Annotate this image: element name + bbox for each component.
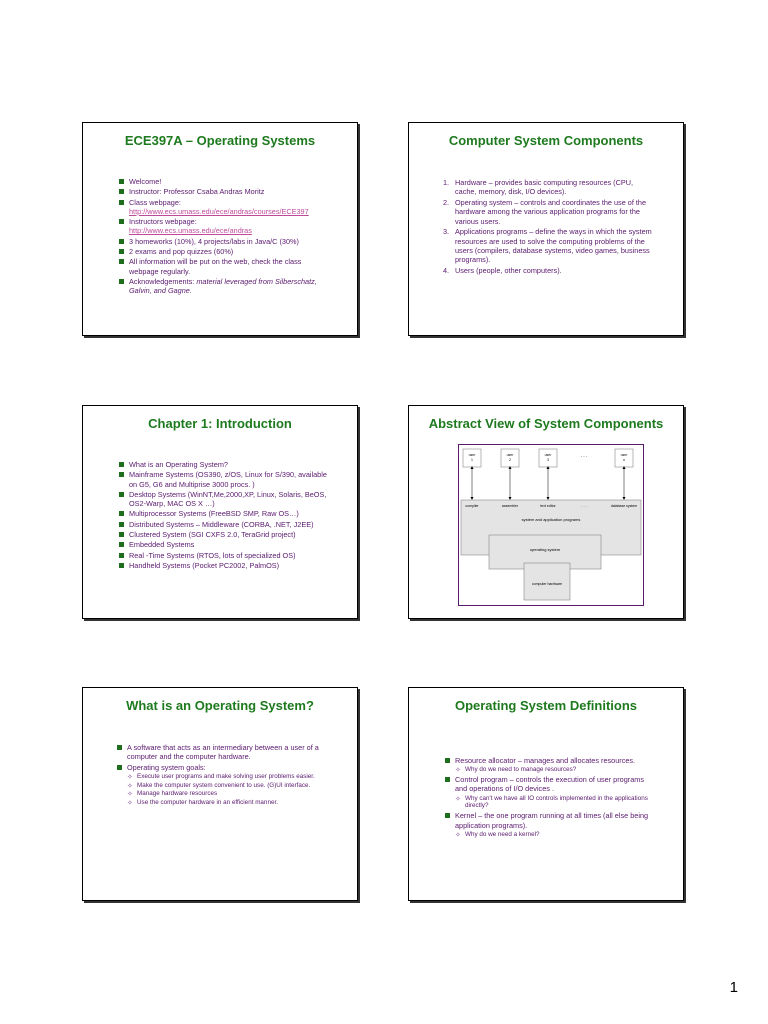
list-item: Handheld Systems (Pocket PC2002, PalmOS) — [119, 561, 329, 570]
list-item: What is an Operating System? — [119, 460, 329, 469]
list-item: Operating system goals: — [117, 763, 327, 772]
list-item: 3 homeworks (10%), 4 projects/labs in Java/C (30%) — [119, 237, 319, 246]
user-ellipsis: . . . — [580, 453, 588, 459]
sub-list-item: ✧ Why do we need to manage resources? — [455, 766, 577, 775]
sub-bullet-icon: ✧ — [127, 782, 133, 790]
bullet-icon — [119, 532, 124, 537]
sub-list-item: ✧ Execute user programs and make solving user problems easier. — [127, 772, 315, 781]
list-item: 3. Applications programs – define the ways in which the system resources are used to solve the computing problems of the users (compilers, database systems, video games, business programs). — [443, 227, 652, 265]
bullet-icon — [119, 279, 124, 284]
list-item: Welcome! — [119, 177, 319, 186]
sub-bullet-icon: ✧ — [455, 831, 461, 839]
bullet-icon — [445, 758, 450, 763]
sub-list-item: ✧ Why can't we have all IO controls implemented in the applications directly? — [455, 794, 648, 810]
list-item: Instructor: Professor Csaba Andras Moritz — [119, 187, 319, 196]
sub-bullet-icon: ✧ — [127, 791, 133, 799]
slide-title: Computer System Components — [448, 133, 644, 148]
slide-4 — [408, 405, 684, 619]
user-label-1-line2: 1 — [471, 458, 473, 462]
bullet-list — [445, 756, 655, 840]
program-compiler: compiler — [465, 504, 479, 508]
programs-layer-label: system and application programs — [521, 517, 581, 522]
list-item: Distributed Systems – Middleware (CORBA, .NET, J2EE) — [119, 520, 329, 529]
slide-6 — [408, 687, 684, 901]
program-assembler: assembler — [501, 504, 519, 508]
slide-1 — [82, 122, 358, 336]
bullet-icon — [119, 462, 124, 467]
list-item: 4. Users (people, other computers). — [443, 266, 562, 276]
list-item: Mainframe Systems (OS390, z/OS, Linux for S/390, available on G5, G6 and Multiprise 3000 procs. ) — [119, 470, 329, 489]
bullet-icon — [119, 511, 124, 516]
list-item: A software that acts as an intermediary between a user of a computer and the computer hardware. — [117, 743, 327, 762]
bullet-icon — [119, 492, 124, 497]
slide-title: Chapter 1: Introduction — [148, 416, 292, 431]
list-item: 1. Hardware – provides basic computing resources (CPU, cache, memory, disk, I/O devices). — [443, 178, 634, 197]
slide-title: Abstract View of System Components — [428, 416, 664, 431]
slide-3 — [82, 405, 358, 619]
os-layer-label: operating system — [529, 547, 561, 552]
program-text-editor: text editor — [540, 504, 556, 508]
list-item: Instructors webpage: http://www.ecs.umass.edu/ece/andras — [119, 217, 319, 236]
bullet-icon — [119, 259, 124, 264]
sub-list-item: ✧ Why do we need a kernel? — [455, 830, 540, 839]
page-number: 1 — [729, 979, 738, 996]
sub-bullet-icon: ✧ — [127, 773, 133, 781]
bullet-icon — [445, 777, 450, 782]
slide-title: What is an Operating System? — [126, 698, 314, 713]
slide-2 — [408, 122, 684, 336]
user-boxes — [463, 449, 633, 467]
numbered-list — [443, 178, 653, 277]
user-label-n-line1: user — [620, 453, 628, 457]
sub-bullet-icon: ✧ — [455, 795, 461, 803]
program-ellipsis: . . . — [581, 503, 587, 508]
list-item: Class webpage: http://www.ecs.umass.edu/ece/andras/courses/ECE397 — [119, 198, 319, 217]
user-label-3-line1: user — [544, 453, 552, 457]
program-database-system: database system — [610, 504, 638, 508]
bullet-icon — [119, 563, 124, 568]
class-webpage-link[interactable]: http://www.ecs.umass.edu/ece/andras/courses/ECE397 — [129, 206, 309, 216]
bullet-icon — [119, 200, 124, 205]
bullet-list — [119, 177, 319, 297]
slide-title: ECE397A – Operating Systems — [124, 133, 316, 148]
list-item: Control program – controls the execution of user programs and operations of I/O devices . — [445, 775, 655, 794]
bullet-icon — [119, 553, 124, 558]
list-item: Acknowledgements: material leveraged from Silberschatz, Galvin, and Gagne. — [119, 277, 319, 296]
list-item: 2 exams and pop quizzes (60%) — [119, 247, 319, 256]
list-item: Real -Time Systems (RTOS, lots of specialized OS) — [119, 551, 329, 560]
bullet-list — [119, 460, 329, 571]
hardware-layer-label: computer hardware — [531, 582, 563, 586]
list-item: Multiprocessor Systems (FreeBSD SMP, Raw OS…) — [119, 509, 329, 518]
bullet-icon — [119, 522, 124, 527]
list-item: Resource allocator – manages and allocates resources. — [445, 756, 655, 765]
bullet-icon — [117, 765, 122, 770]
bullet-icon — [119, 542, 124, 547]
sub-list-item: ✧ Make the computer system convenient to use. (G)UI interface. — [127, 781, 311, 790]
user-label-1-line1: user — [468, 453, 476, 457]
list-item: 2. Operating system – controls and coordinates the use of the hardware among the various application programs for the various users. — [443, 198, 647, 226]
bullet-icon — [445, 813, 450, 818]
list-item: All information will be put on the web, check the class webpage regularly. — [119, 257, 319, 276]
bullet-icon — [119, 219, 124, 224]
list-item: Desktop Systems (WinNT,Me,2000,XP, Linux, Solaris, BeOS, OS2-Warp, MAC OS X …) — [119, 490, 329, 509]
bullet-icon — [119, 189, 124, 194]
sub-list-item: ✧ Use the computer hardware in an efficient manner. — [127, 799, 278, 808]
user-label-n-line2: n — [623, 458, 625, 462]
user-label-3-line2: 3 — [547, 458, 549, 462]
system-components-diagram — [458, 444, 644, 606]
bullet-icon — [117, 745, 122, 750]
sub-list-item: ✧ Manage hardware resources — [127, 790, 218, 799]
bullet-icon — [119, 472, 124, 477]
slide-title: Operating System Definitions — [454, 698, 638, 713]
list-item: Kernel – the one program running at all times (all else being application programs). — [445, 811, 655, 830]
list-item: Clustered System (SGI CXFS 2.0, TeraGrid project) — [119, 530, 329, 539]
bullet-list — [117, 743, 327, 808]
slide-5 — [82, 687, 358, 901]
sub-bullet-icon: ✧ — [455, 767, 461, 775]
bullet-icon — [119, 179, 124, 184]
list-item: Embedded Systems — [119, 540, 329, 549]
diagram-svg — [459, 445, 643, 605]
bullet-icon — [119, 249, 124, 254]
user-label-2-line2: 2 — [509, 458, 511, 462]
bullet-icon — [119, 239, 124, 244]
sub-bullet-icon: ✧ — [127, 800, 133, 808]
instructor-webpage-link[interactable]: http://www.ecs.umass.edu/ece/andras — [129, 226, 252, 236]
user-arrows — [472, 467, 624, 499]
user-label-2-line1: user — [506, 453, 514, 457]
